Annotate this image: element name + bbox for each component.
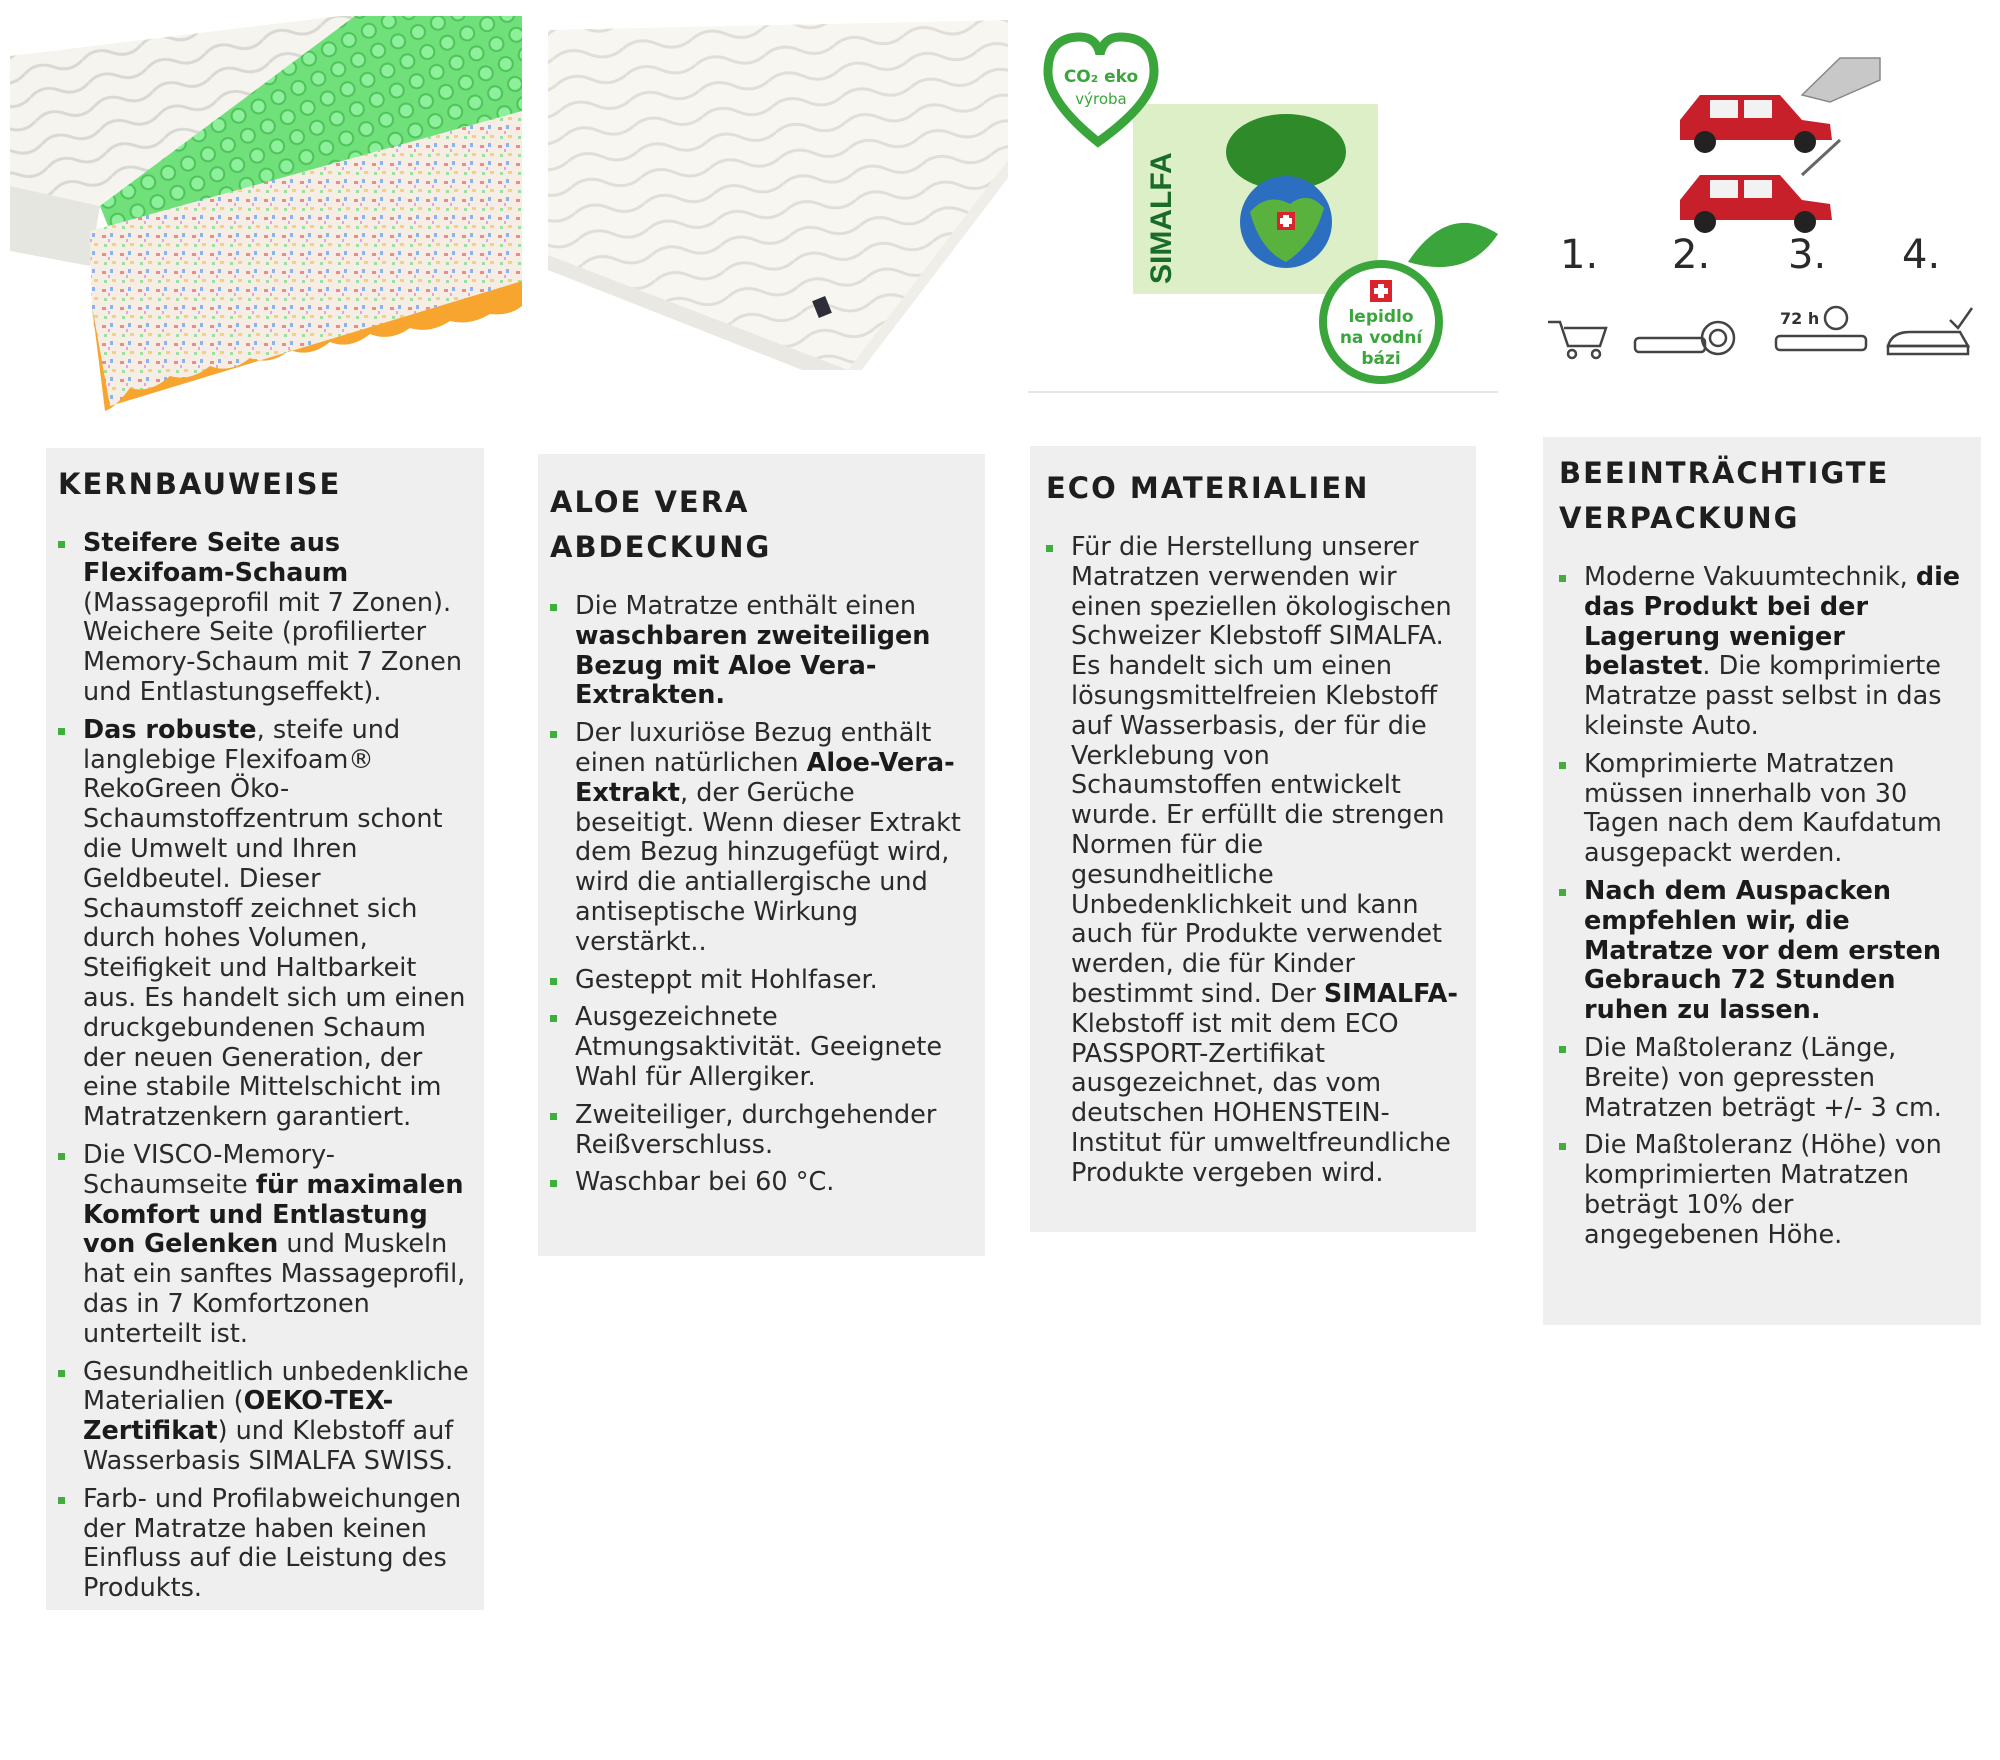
text: , steife und langlebige Flexifoam® RekoGreen Öko-Schaumstoffzentrum schont die Umwelt und Ihren Geldbeutel. Dieser Schaumstoff zeichnet sich durch hohes Volumen, Steifigkeit und Haltbarkeit aus. Es handelt sich um einen druckgebundenen Schaum der neuen Generation, der eine stabile Mittelschicht im Matratzenkern garantiert. [83, 714, 466, 1133]
rolled-mattress-icon [1635, 322, 1734, 354]
list-item [1559, 563, 1967, 742]
text: Farb- und Profilabweichungen der Matratze haben keinen Einfluss auf die Leistung des Produkts. [83, 1483, 462, 1604]
simalfa-brand-text: SIMALFA [1145, 152, 1178, 284]
bold-text: Nach dem Auspacken empfehlen wir, die Matratze vor dem ersten Gebrauch 72 Stunden ruhen zu lassen. [1584, 875, 1942, 1026]
list-item [550, 1101, 971, 1161]
aloe-vera-cover-panel [538, 454, 985, 1256]
bold-text: waschbaren zweiteiligen Bezug mit Aloe Vera-Extrakten. [575, 620, 931, 711]
text: Die Maßtoleranz (Länge, Breite) von gepressten Matratzen beträgt +/- 3 cm. [1584, 1032, 1942, 1123]
list-item [1046, 533, 1462, 1189]
list-item [1559, 750, 1967, 869]
aloe-vera-mattress-image [548, 20, 1008, 370]
text: Der luxuriöse Bezug enthält einen natürlichen [575, 718, 932, 778]
list-item [58, 529, 470, 708]
list-item [58, 716, 470, 1133]
unpacked-mattress-check-icon [1888, 308, 1972, 354]
text: (Massageprofil mit 7 Zonen). Weichere Seite (profilierter Memory-Schaum mit 7 Zonen und Entlastungseffekt). [83, 587, 463, 707]
svg-text:výroba: výroba [1075, 90, 1127, 108]
text: Waschbar bei 60 °C. [575, 1167, 835, 1198]
bold-text: die das Produkt bei der Lagerung weniger belastet [1584, 562, 1961, 682]
resting-72h-icon [1776, 307, 1866, 350]
list-item [1559, 1131, 1967, 1250]
eco-materials-panel [1030, 446, 1476, 1232]
feature-list [58, 529, 470, 1604]
list-item [550, 1003, 971, 1092]
list-item [1559, 877, 1967, 1026]
text: Für die Herstellung unserer Matratzen verwenden wir einen speziellen ökologischen Schweizer Klebstoff SIMALFA. Es handelt sich um einen lösungsmittelfreien Klebstoff auf Wasserbasis, der für die Verklebung von Schaumstoffen entwickelt wurde. Er erfüllt die strengen Normen für die gesundheitliche Unbedenklichkeit und kann auch für Produkte verwendet werden, die für Kinder bestimmt sind. Der [1071, 532, 1452, 1009]
svg-text:bázi: bázi [1361, 349, 1401, 369]
text: Moderne Vakuumtechnik, [1584, 562, 1916, 592]
compressed-packaging-panel [1543, 437, 1981, 1325]
car-icon [1680, 140, 1840, 233]
panel-title: ALOE VERA ABDECKUNG [550, 485, 772, 564]
feature-list [1559, 563, 1967, 1251]
text: Die Maßtoleranz (Höhe) von komprimierten Matratzen beträgt 10% der angegebenen Höhe. [1584, 1130, 1942, 1250]
text: Die VISCO-Memory-Schaumseite [83, 1139, 335, 1200]
car-icon [1680, 58, 1880, 153]
svg-text:CO₂ eko: CO₂ eko [1063, 67, 1139, 87]
text: Gesundheitlich unbedenkliche Materialien ( [83, 1356, 469, 1417]
text: Die Matratze enthält einen [575, 591, 917, 621]
svg-text:na vodní: na vodní [1339, 328, 1423, 348]
panel-title: KERNBAUWEISE [58, 467, 342, 501]
mattress-cross-section-image [10, 16, 522, 426]
text: , der Gerüche beseitigt. Wenn dieser Extrakt dem Bezug hinzugefügt wird, wird die antiallergische und antiseptische Wirkung verstärkt.. [575, 777, 961, 957]
step-number: 3. [1788, 232, 1827, 278]
shopping-cart-icon [1548, 322, 1606, 358]
text: Gesteppt mit Hohlfaser. [575, 964, 878, 995]
text: und Muskeln hat ein sanftes Massageprofil, das in 7 Komfortzonen unterteilt ist. [83, 1229, 466, 1349]
bold-text: OEKO-TEX-Zertifikat [83, 1386, 394, 1447]
packaging-steps-image [1540, 40, 1980, 380]
step-number: 4. [1902, 232, 1941, 278]
feature-list [550, 592, 971, 1198]
bold-text: Das robuste [83, 714, 257, 745]
feature-list [1046, 533, 1462, 1189]
list-item [550, 966, 971, 996]
core-construction-panel [46, 448, 484, 1610]
list-item [550, 592, 971, 711]
list-item [58, 1358, 470, 1477]
bold-text: Aloe-Vera-Extrakt [575, 747, 955, 808]
list-item [550, 719, 971, 957]
bold-text: SIMALFA- [1323, 978, 1458, 1009]
list-item [1559, 1034, 1967, 1123]
text: . Die komprimierte Matratze passt selbst in das kleinste Auto. [1584, 651, 1942, 741]
step-number: 1. [1560, 232, 1599, 278]
panel-title: BEEINTRÄCHTIGTE VERPACKUNG [1559, 456, 1890, 535]
eco-badges-image [1028, 22, 1498, 394]
text: ) und Klebstoff auf Wasserbasis SIMALFA SWISS. [83, 1416, 454, 1476]
panel-title: ECO MATERIALIEN [1046, 471, 1370, 505]
list-item [58, 1485, 470, 1604]
time-label: 72 h [1780, 309, 1820, 328]
text: Komprimierte Matratzen müssen innerhalb von 30 Tagen nach dem Kaufdatum ausgepackt werden. [1584, 748, 1942, 869]
bold-text: Steifere Seite aus Flexifoam-Schaum [83, 528, 349, 588]
text: Ausgezeichnete Atmungsaktivität. Geeignete Wahl für Allergiker. [575, 1002, 943, 1092]
text: Zweiteiliger, durchgehender Reißverschluss. [575, 1099, 937, 1160]
list-item [58, 1141, 470, 1350]
bold-text: für maximalen Komfort und Entlastung von Gelenken [83, 1169, 464, 1260]
list-item [550, 1168, 971, 1198]
text: Klebstoff ist mit dem ECO PASSPORT-Zertifikat ausgezeichnet, das vom deutschen HOHENSTEIN-Institut für umweltfreundliche Produkte vergeben wird. [1071, 1008, 1451, 1188]
svg-text:lepidlo: lepidlo [1348, 307, 1414, 327]
step-number: 2. [1672, 232, 1711, 278]
